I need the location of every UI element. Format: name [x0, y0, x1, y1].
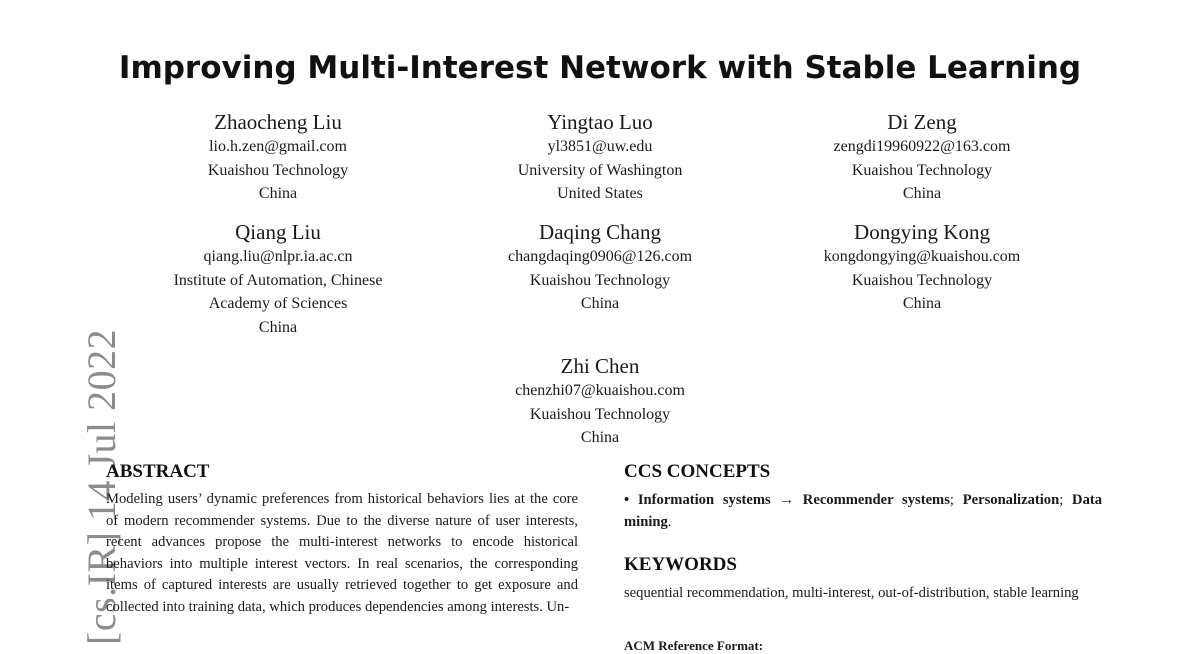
ccs-term: Personalization: [962, 492, 1060, 508]
author-email[interactable]: kongdongying@kuaishou.com: [823, 248, 1021, 265]
acm-reference-heading: ACM Reference Format:: [624, 638, 764, 653]
ccs-separator: ;: [949, 492, 954, 508]
author-country: China: [580, 295, 620, 312]
author-country: China: [902, 295, 942, 312]
author-affiliation: Kuaishou Technology: [529, 271, 671, 289]
arxiv-stamp: [24, 328, 124, 648]
author-name: Daqing Chang: [539, 220, 661, 244]
author-country: China: [258, 318, 298, 336]
abstract-heading: ABSTRACT: [106, 461, 210, 482]
author-block: [450, 109, 750, 206]
ccs-period: .: [667, 513, 672, 530]
author-name: Di Zeng: [887, 110, 957, 134]
author-block: [772, 219, 1072, 316]
author-affiliation: University of Washington: [517, 161, 683, 179]
paper-title: Improving Multi-Interest Network with Stable Learning: [118, 50, 1082, 86]
author-country: China: [258, 185, 298, 202]
keywords-heading: KEYWORDS: [624, 554, 737, 575]
author-affiliation: Kuaishou Technology: [529, 405, 671, 423]
ccs-term: Information systems: [637, 492, 771, 508]
author-affiliation: Academy of Sciences: [208, 295, 348, 312]
author-email[interactable]: changdaqing0906@126.com: [507, 248, 693, 265]
ccs-heading: CCS CONCEPTS: [624, 461, 771, 482]
author-affiliation: Kuaishou Technology: [851, 271, 993, 289]
arxiv-stamp-text: [cs.IR] 14 Jul 2022: [79, 328, 124, 645]
author-email[interactable]: lio.h.zen@gmail.com: [209, 138, 347, 155]
abstract-text: Modeling users’ dynamic preferences from historical behaviors lies at the core of modern recommender systems. Due to the diverse nature of user interests, recent advances propose the multi-interest networks to encode historical behaviors into multiple interest vectors. In real scenarios, the corresponding items of captured interests are usually retrieved together to get exposure and collected into training data, which produces dependencies among interests. Un-: [106, 491, 578, 615]
author-name: Dongying Kong: [854, 220, 990, 244]
keywords-text: sequential recommendation, multi-interest, out-of-distribution, stable learning: [624, 585, 1079, 601]
author-country: United States: [557, 185, 643, 202]
author-name: Zhaocheng Liu: [214, 110, 342, 134]
author-block: [128, 219, 428, 339]
author-name: Zhi Chen: [560, 354, 640, 378]
ccs-concepts-text: [624, 490, 1102, 533]
ccs-separator: ;: [1059, 492, 1064, 508]
ccs-term: Data mining: [624, 492, 1103, 530]
author-name: Yingtao Luo: [547, 110, 653, 134]
ccs-term: Recommender systems: [802, 492, 950, 508]
ccs-arrow: →: [779, 492, 795, 508]
author-block: [450, 219, 750, 316]
author-block: [450, 353, 750, 450]
author-email[interactable]: yl3851@uw.edu: [547, 138, 653, 155]
author-affiliation: Kuaishou Technology: [851, 161, 993, 179]
author-affiliation: Institute of Automation, Chinese: [173, 271, 383, 289]
author-affiliation: Kuaishou Technology: [207, 161, 349, 179]
author-block: [128, 109, 428, 206]
author-name: Qiang Liu: [235, 220, 321, 244]
ccs-bullet: •: [624, 492, 630, 508]
author-email[interactable]: zengdi19960922@163.com: [833, 138, 1011, 155]
author-country: China: [902, 185, 942, 202]
author-email[interactable]: chenzhi07@kuaishou.com: [515, 382, 685, 399]
author-email[interactable]: qiang.liu@nlpr.ia.ac.cn: [203, 248, 353, 265]
author-block: [772, 109, 1072, 206]
author-country: China: [580, 429, 620, 446]
